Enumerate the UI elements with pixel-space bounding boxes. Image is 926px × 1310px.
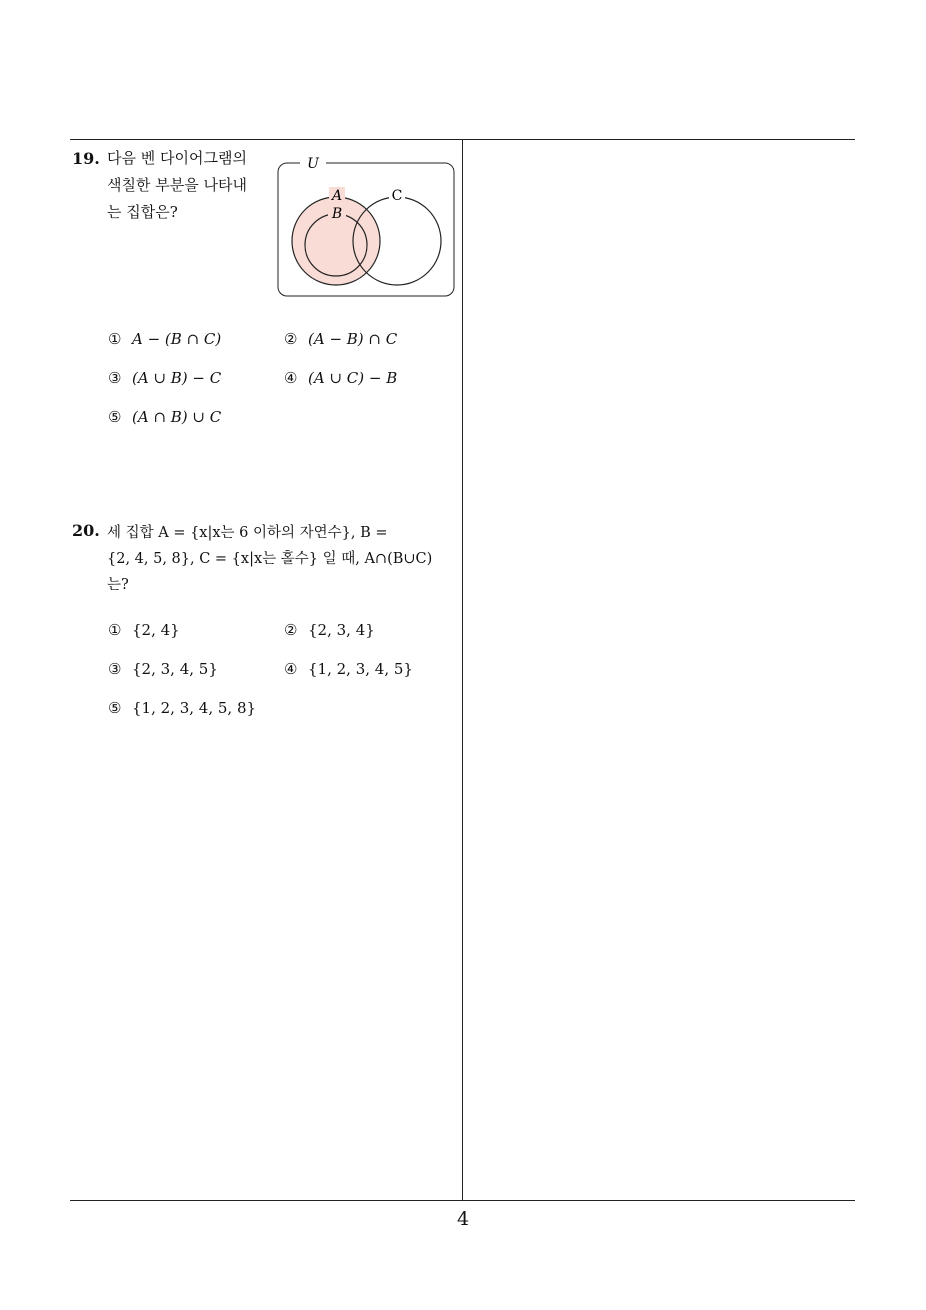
choice-text: (A ∪ C) − B	[308, 369, 398, 387]
question-20-line-1: 세 집합 A = {x|x는 6 이하의 자연수}, B =	[107, 525, 388, 541]
question-19-number: 19.	[72, 149, 100, 168]
question-19-choice-1[interactable]	[108, 330, 221, 348]
choice-text: (A ∩ B) ∪ C	[132, 408, 222, 426]
question-20-choice-5[interactable]	[108, 699, 256, 717]
choice-marker: ③	[108, 369, 122, 387]
choice-text: (A − B) ∩ C	[308, 330, 398, 348]
choice-text: {2, 3, 4, 5}	[132, 660, 218, 678]
set-c-label: C	[391, 188, 403, 204]
choice-text: {1, 2, 3, 4, 5, 8}	[132, 699, 257, 717]
question-19-choice-3[interactable]	[108, 369, 221, 387]
question-19-line-2: 색칠한 부분을 나타내	[107, 176, 247, 194]
question-19-line-3: 는 집합은?	[107, 203, 178, 221]
question-20-choice-2[interactable]	[284, 621, 375, 639]
venn-diagram	[276, 152, 458, 300]
question-20-choice-1[interactable]	[108, 621, 180, 639]
choice-text: {2, 4}	[132, 621, 180, 639]
choice-text: {1, 2, 3, 4, 5}	[308, 660, 413, 678]
choice-text: {2, 3, 4}	[308, 621, 375, 639]
choice-marker: ④	[284, 660, 298, 678]
page-number: 4	[456, 1208, 470, 1230]
question-20-line-2: {2, 4, 5, 8}, C = {x|x는 홀수} 일 때, A∩(B∪C)	[107, 551, 433, 567]
question-20-choice-4[interactable]	[284, 660, 413, 678]
choice-text: A − (B ∩ C)	[132, 330, 222, 348]
choice-text: (A ∪ B) − C	[132, 369, 222, 387]
choice-marker: ⑤	[108, 699, 122, 717]
choice-marker: ③	[108, 660, 122, 678]
choice-marker: ②	[284, 330, 298, 348]
choice-marker: ①	[108, 621, 122, 639]
choice-marker: ④	[284, 369, 298, 387]
footer-rule	[70, 1200, 855, 1201]
set-a-label: A	[331, 188, 343, 204]
question-19-choice-5[interactable]	[108, 408, 221, 426]
question-19-choice-2[interactable]	[284, 330, 397, 348]
question-19-text	[107, 145, 247, 226]
question-20-line-3: 는?	[107, 577, 129, 593]
question-20-number: 20.	[72, 521, 100, 540]
choice-marker: ②	[284, 621, 298, 639]
universe-label: U	[307, 156, 319, 172]
column-divider	[462, 139, 463, 1201]
question-19-line-1: 다음 벤 다이어그램의	[107, 149, 247, 167]
question-19-choice-4[interactable]	[284, 369, 397, 387]
question-20-choice-3[interactable]	[108, 660, 218, 678]
choice-marker: ①	[108, 330, 122, 348]
set-b-label: B	[331, 206, 343, 222]
choice-marker: ⑤	[108, 408, 122, 426]
